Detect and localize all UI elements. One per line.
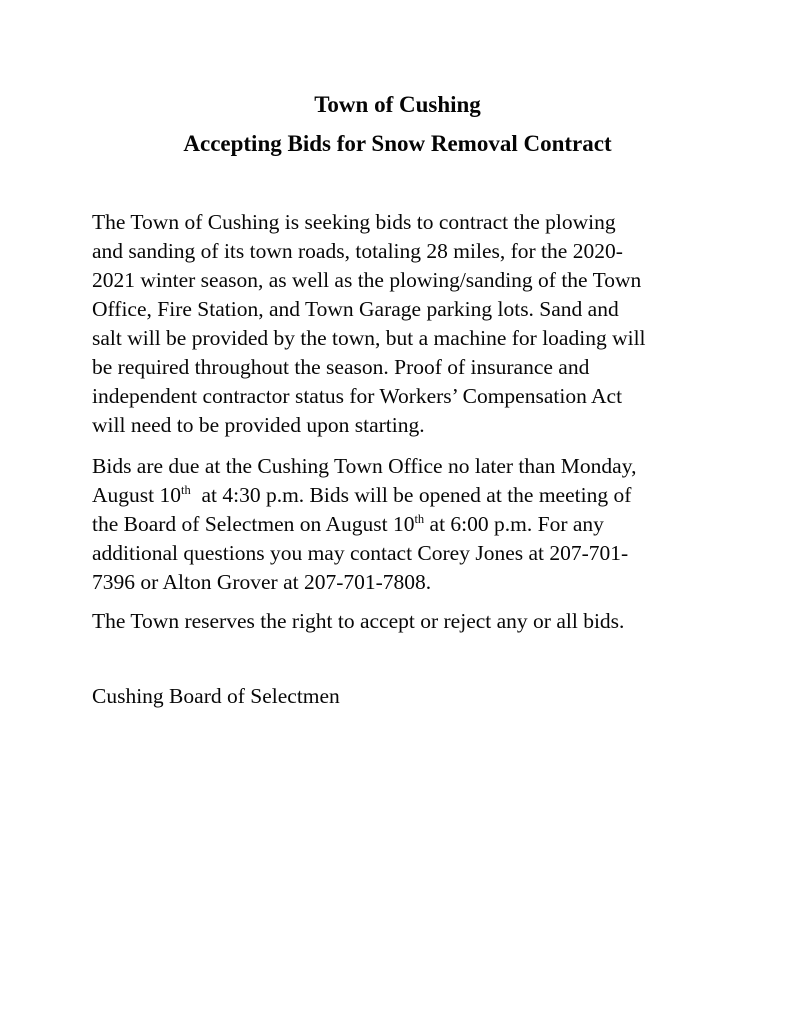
text-segment: at 6:00 p.m. For any [424,512,604,536]
text-segment: 7396 or Alton Grover at 207-701-7808. [92,570,432,594]
text-line [92,568,703,597]
text-segment: independent contractor status for Workers’ Compensation Act [92,384,623,408]
text-line [92,295,703,324]
text-segment: at 4:30 p.m. Bids will be opened at the meeting of [190,483,632,507]
text-segment: Office, Fire Station, and Town Garage parking lots. Sand and [92,297,619,321]
text-line [92,481,703,510]
document-title: Town of Cushing [314,92,481,117]
text-line [92,510,703,539]
text-line [92,237,703,266]
text-segment: The Town of Cushing is seeking bids to contract the plowing [92,210,616,234]
text-segment: the Board of Selectmen on August 10 [92,512,415,536]
text-line [92,208,703,237]
text-line [92,452,703,481]
text-segment: Bids are due at the Cushing Town Office no later than Monday, [92,454,637,478]
text-segment: August 10 [92,483,181,507]
signature-line: Cushing Board of Selectmen [92,684,340,708]
text-segment: and sanding of its town roads, totaling 28 miles, for the 2020- [92,239,623,263]
paragraph-intro [92,208,703,440]
paragraph-bid-deadlines [92,452,703,597]
superscript-ordinal: th [181,482,191,497]
text-segment: will need to be provided upon starting. [92,413,425,437]
text-segment: additional questions you may contact Corey Jones at 207-701- [92,541,629,565]
text-line [92,607,703,636]
text-segment: be required throughout the season. Proof of insurance and [92,355,590,379]
text-segment: salt will be provided by the town, but a machine for loading will [92,326,646,350]
text-line [92,353,703,382]
text-line [92,382,703,411]
text-line [92,539,703,568]
text-segment: The Town reserves the right to accept or reject any or all bids. [92,609,625,633]
paragraph-reserves-right [92,607,703,636]
text-segment: 2021 winter season, as well as the plowing/sanding of the Town [92,268,642,292]
text-line [92,266,703,295]
superscript-ordinal: th [414,511,425,526]
text-line [92,324,703,353]
text-line [92,411,703,440]
document-subtitle: Accepting Bids for Snow Removal Contract [183,131,612,156]
